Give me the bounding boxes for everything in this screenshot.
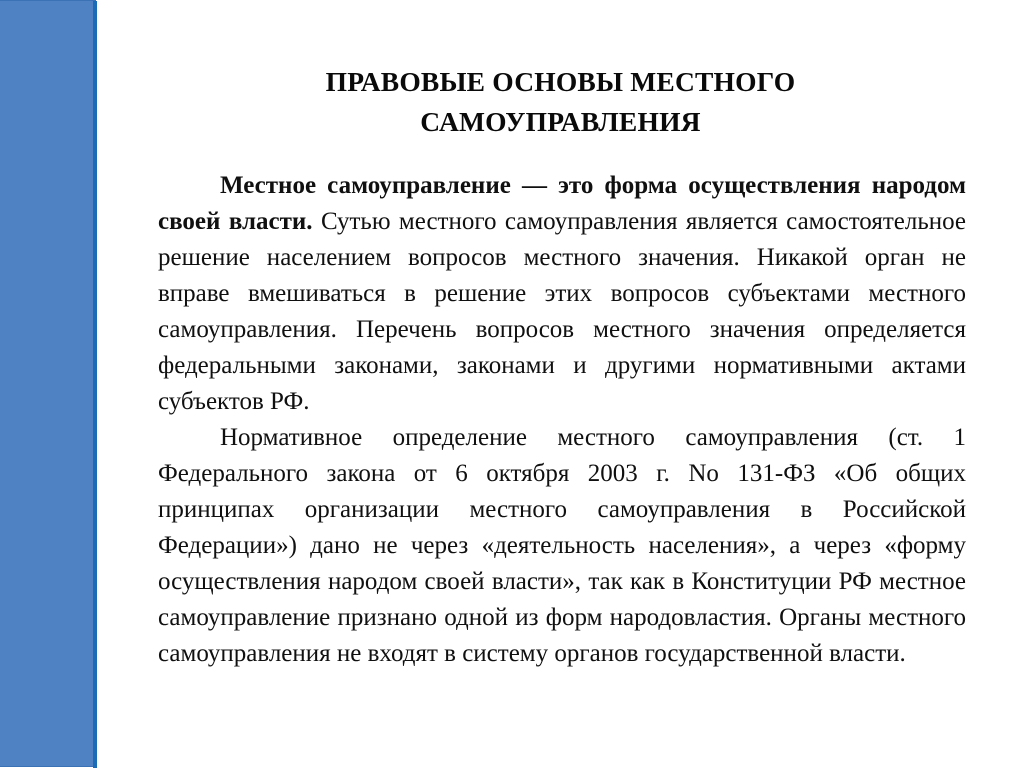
paragraph-definition — [158, 168, 966, 420]
slide-title — [97, 62, 1024, 142]
paragraph-definition-bold-lead: Местное самоуправление — это форма осуществления народом своей власти. — [158, 172, 966, 235]
slide-body-text — [158, 168, 966, 672]
slide-content-area — [97, 0, 1024, 767]
left-blue-band — [0, 0, 96, 767]
paragraph-definition-rest: Сутью местного самоуправления является самостоятельное решение населением вопросов местного значения. Никакой орган не вправе вмешиваться в решение этих вопросов субъектами местного самоуправления. Перечень вопросов местного значения определяется федеральными законами, законами и другими нормативными актами субъектов РФ. — [158, 208, 967, 415]
slide-title-line-1: ПРАВОВЫЕ ОСНОВЫ МЕСТНОГО — [325, 66, 796, 98]
slide-title-line-2: САМОУПРАВЛЕНИЯ — [420, 106, 701, 138]
paragraph-legal-reference: Нормативное определение местного самоуправления (ст. 1 Федерального закона от 6 октября 2003 г. No 131-ФЗ «Об общих принципах организации местного самоуправления в Российской Федерации») дано не через «деятельность населения», а через «форму осуществления народом своей власти», так как в Конституции РФ местное самоуправление признано одной из форм народовластия. Органы местного самоуправления не входят в систему органов государственной власти. — [158, 424, 966, 667]
